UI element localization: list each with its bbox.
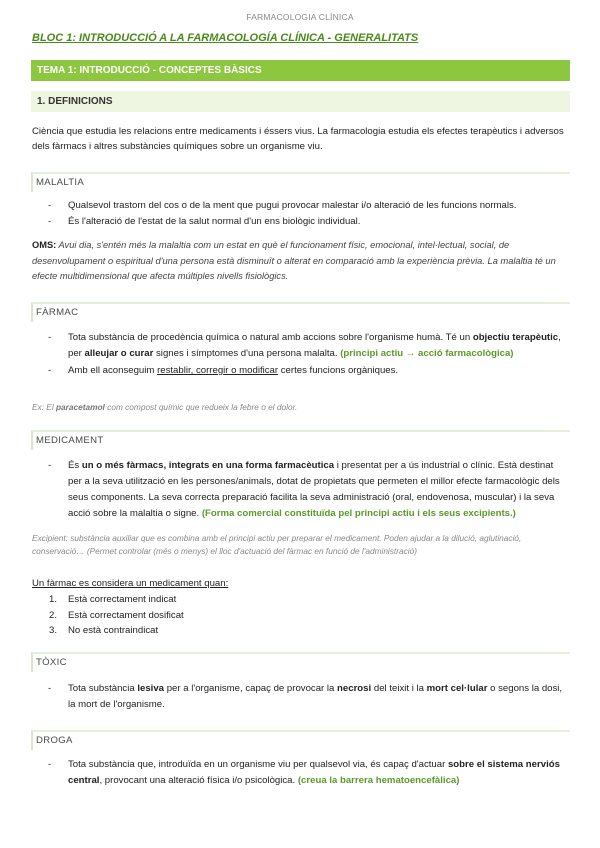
malaltia-heading: MALALTIA xyxy=(31,172,570,192)
toxic-list xyxy=(32,681,566,713)
list-item: - És un o més fàrmacs, integrats en una forma farmacèutica i presentat per a ús industrial o clínic. Està destinat per a la seva utilització en les persones/animals, dotat de propietats que permeten el millor efecte farmacològic dels seus components. La seva correcta preparació facilita la seva administració (oral, endovenosa, muscular) i la seva acció sobre la malaltia o signe. (Forma comercial constituïda pel principi actiu i els seus excipients.) xyxy=(48,460,560,519)
list-item: 1. Està correctament indicat xyxy=(49,594,177,605)
excipient-note: Excipient: substància auxiliar que es combina amb el principi actiu per preparar el medicament. Poden ajudar a la dilució, aglutinació, conservació… (Permet controlar (més o menys) el lloc d'actuació del fàrmac en funció de l'administració) xyxy=(32,533,522,556)
oms-label: OMS: xyxy=(32,240,57,250)
list-item: - Tota substància lesiva per a l'organisme, capaç de provocar la necrosi del teixit i la mort cel·lular o segons la dosi, la mort de l'organisme. xyxy=(48,683,563,710)
medicament-list xyxy=(32,458,566,522)
list-item: - És l'alteració de l'estat de la salut normal d'un ens biològic individual. xyxy=(48,215,361,227)
definicions-heading: 1. DEFINICIONS xyxy=(31,91,570,112)
list-item: - Tota substància de procedència química o natural amb accions sobre l'organisme humà. Té un objectiu terapèutic, per alleujar o curar signes i símptomes d'una persona malalta. (principi actiu → acció farmacològica) xyxy=(48,332,561,359)
droga-list xyxy=(32,757,566,789)
list-item: - Amb ell aconseguim restablir, corregir o modificar certes funcions orgàniques. xyxy=(48,365,399,376)
list-item: 3. No està contraindicat xyxy=(49,625,159,636)
medicament-conditions-title: Un fàrmac es considera un medicament quan: xyxy=(32,578,229,589)
bloc-title: BLOC 1: INTRODUCCIÓ A LA FARMACOLOGÍA CLÍNICA - GENERALITATS xyxy=(32,32,419,44)
list-item: - Tota substància que, introduïda en un organisme viu per qualsevol via, és capaç d'actuar sobre el sistema nerviós central, provocant una alteració física i/o psicològica. (creua la barrera hematoencefàlica) xyxy=(48,759,560,786)
oms-definition: OMS: Avui dia, s'entén més la malaltia com un estat en què el funcionament físic, emocional, intel·lectual, social, de desenvolupament o espiritual d'una persona està disminuït o alterat en comparació amb la experiència prèvia. La malaltia té un efecte multidimensional que afecta múltiples nivells fisiològics. xyxy=(32,240,556,281)
medicament-conditions-list xyxy=(32,592,566,639)
medicament-heading: MEDICAMENT xyxy=(31,430,570,450)
list-item: 2. Està correctament dosificat xyxy=(49,609,184,621)
farmac-list xyxy=(32,330,566,379)
farmac-example: Ex: El paracetamol com compost químic que redueix la febre o el dolor. xyxy=(32,402,298,412)
toxic-heading: TÒXIC xyxy=(31,652,570,672)
intro-paragraph: Ciència que estudia les relacions entre medicaments i éssers vius. La farmacologia estudia els efectes terapèutics i adversos dels fàrmacs i altres substàncies químiques sobre un organisme viu. xyxy=(32,126,564,152)
list-item: - Qualsevol trastorn del cos o de la ment que pugui provocar malestar i/o alteració de les funcions normals. xyxy=(48,200,517,211)
running-header: FARMACOLOGIA CLÍNICA xyxy=(246,12,354,22)
malaltia-list xyxy=(32,198,566,229)
farmac-heading: FÀRMAC xyxy=(31,302,570,322)
tema-heading: TEMA 1: INTRODUCCIÓ - CONCEPTES BÀSICS xyxy=(31,60,570,81)
droga-heading: DROGA xyxy=(31,730,570,750)
